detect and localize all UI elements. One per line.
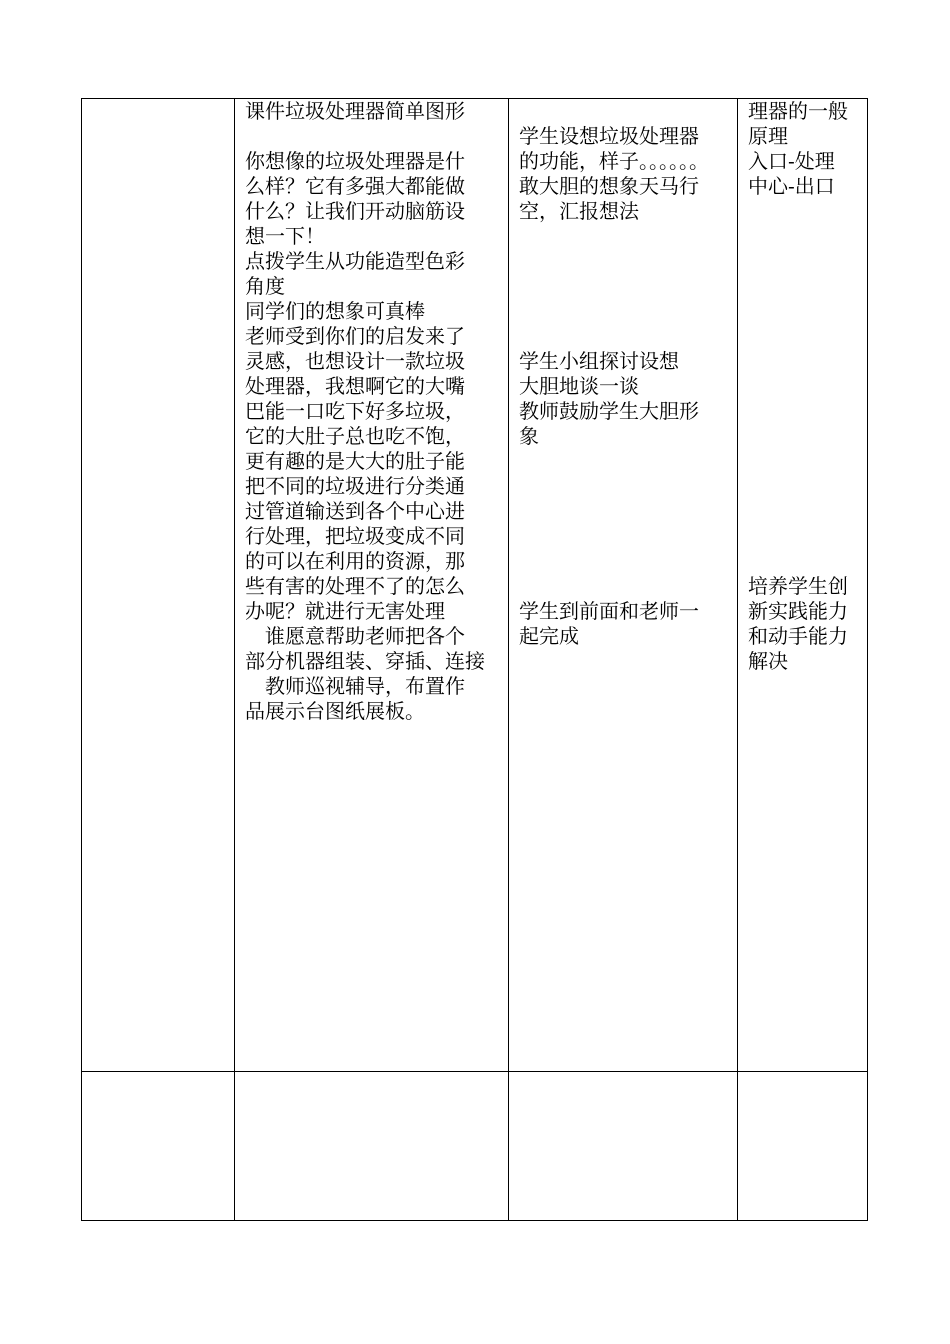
table-row [82,1072,868,1221]
text-line: 些有害的处理不了的怎么 [245,574,465,598]
text-line: 角度 [245,274,285,298]
text-line: 灵感，也想设计一款垃圾 [245,349,465,373]
text-line: 老师受到你们的启发来了 [245,324,465,348]
text-line: 么样？它有多强大都能做 [245,174,465,198]
text-line: 同学们的想象可真棒 [245,299,425,323]
text-line: 敢大胆的想象天马行 [519,174,699,198]
teacher-activity-cell [235,99,509,1072]
text-line: 处理器，我想啊它的大嘴 [245,374,465,398]
text-line: 品展示台图纸展板。 [245,699,425,723]
text-line: 学生设想垃圾处理器 [519,124,699,148]
text-line: 把不同的垃圾进行分类通 [245,474,465,498]
text-line: 过管道输送到各个中心进 [245,499,465,523]
text-line: 学生小组探讨设想 [519,349,679,373]
text-line: 点拨学生从功能造型色彩 [245,249,465,273]
text-line: 理器的一般 [748,99,848,123]
text-line: 它的大肚子总也吃不饱， [245,424,465,448]
text-line: 教师鼓励学生大胆形 [519,399,699,423]
text-line: 空，汇报想法 [519,199,639,223]
text-line: 解决 [748,649,788,673]
text-line: 起完成 [519,624,579,648]
lesson-plan-table [81,98,868,1221]
table-row [82,99,868,1072]
text-line: 中心-出口 [748,174,835,198]
text-line: 想一下！ [245,224,325,248]
text-line: 大胆地谈一谈 [519,374,639,398]
text-line: 课件垃圾处理器简单图形 [245,99,465,123]
text-line: 教师巡视辅导，布置作 [265,674,465,698]
text-line: 的可以在利用的资源，那 [245,549,465,573]
text-line: 的功能，样子。。。。。。 [519,149,709,173]
text-line: 更有趣的是大大的肚子能 [245,449,465,473]
empty-cell [235,1072,509,1221]
text-line: 办呢？就进行无害处理 [245,599,445,623]
text-line: 谁愿意帮助老师把各个 [265,624,465,648]
text-line: 巴能一口吃下好多垃圾， [245,399,465,423]
text-line: 象 [519,424,539,448]
empty-cell [738,1072,868,1221]
text-line: 新实践能力 [748,599,848,623]
text-line: 你想像的垃圾处理器是什 [245,149,465,173]
text-line: 学生到前面和老师一 [519,599,699,623]
text-line: 培养学生创 [748,574,848,598]
text-line: 和动手能力 [748,624,848,648]
student-activity-cell [509,99,738,1072]
stage-cell [82,99,235,1072]
text-line: 原理 [748,124,788,148]
text-line: 行处理，把垃圾变成不同 [245,524,465,548]
text-line: 部分机器组装、穿插、连接 [245,649,485,673]
empty-cell [82,1072,235,1221]
design-intent-cell [738,99,868,1072]
text-line: 什么？让我们开动脑筋设 [245,199,465,223]
empty-cell [509,1072,738,1221]
text-line: 入口-处理 [748,149,835,173]
